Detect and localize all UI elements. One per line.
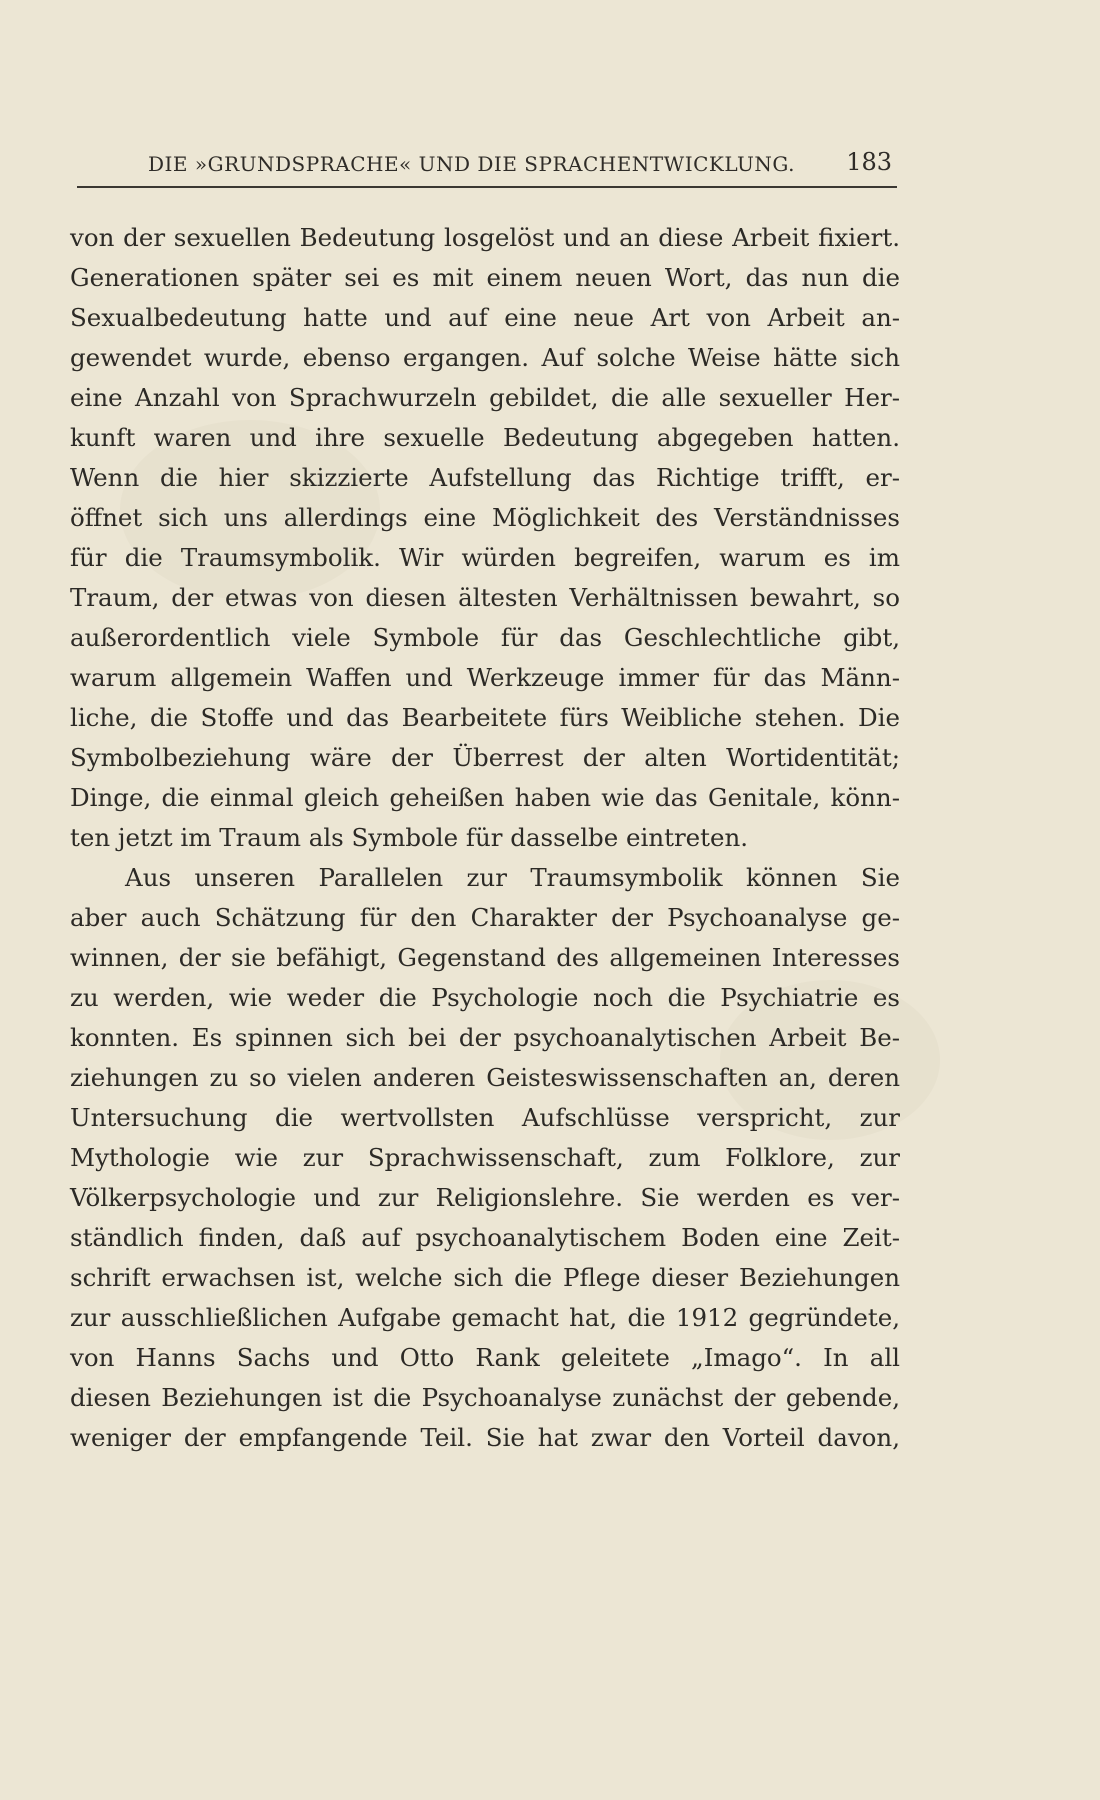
text-line: winnen, der sie befähigt, Gegenstand des allgemeinen Interesses (70, 943, 900, 972)
header-rule (77, 186, 897, 188)
text-line: für die Traumsymbolik. Wir würden begreifen, warum es im (70, 543, 900, 572)
text-line: Traum, der etwas von diesen ältesten Verhältnissen bewahrt, so (70, 583, 900, 612)
body-text (70, 218, 900, 1458)
text-line: konnten. Es spinnen sich bei der psychoanalytischen Arbeit Be- (70, 1023, 900, 1052)
text-line: zur ausschließlichen Aufgabe gemacht hat, die 1912 gegründete, (70, 1303, 900, 1332)
text-line: öffnet sich uns allerdings eine Möglichkeit des Verständnisses (70, 503, 900, 532)
text-line: diesen Beziehungen ist die Psychoanalyse zunächst der gebende, (70, 1383, 900, 1412)
text-line: ziehungen zu so vielen anderen Geisteswissenschaften an, deren (70, 1063, 900, 1092)
paragraph-start-line: Aus unseren Parallelen zur Traumsymbolik können Sie (125, 863, 900, 892)
text-line: Generationen später sei es mit einem neuen Wort, das nun die (70, 263, 900, 292)
text-line: schrift erwachsen ist, welche sich die Pflege dieser Beziehungen (70, 1263, 900, 1292)
text-line: gewendet wurde, ebenso ergangen. Auf solche Weise hätte sich (70, 343, 900, 372)
paragraph-end-line: ten jetzt im Traum als Symbole für dasselbe eintreten. (70, 823, 749, 852)
text-line: liche, die Stoffe und das Bearbeitete fürs Weibliche stehen. Die (70, 703, 900, 732)
running-head (148, 148, 892, 180)
text-line: weniger der empfangende Teil. Sie hat zwar den Vorteil davon, (70, 1423, 900, 1452)
text-line: warum allgemein Waffen und Werkzeuge immer für das Männ- (70, 663, 900, 692)
text-line: außerordentlich viele Symbole für das Geschlechtliche gibt, (70, 623, 900, 652)
text-line: ständlich finden, daß auf psychoanalytischem Boden eine Zeit- (70, 1223, 900, 1252)
text-line: von der sexuellen Bedeutung losgelöst und an diese Arbeit fixiert. (70, 223, 900, 252)
text-line: Wenn die hier skizzierte Aufstellung das Richtige trifft, er- (70, 463, 900, 492)
text-line: eine Anzahl von Sprachwurzeln gebildet, die alle sexueller Her- (70, 383, 900, 412)
text-line: von Hanns Sachs und Otto Rank geleitete „Imago“. In all (70, 1343, 900, 1372)
text-line: Dinge, die einmal gleich geheißen haben wie das Genitale, könn- (70, 783, 900, 812)
text-line: kunft waren und ihre sexuelle Bedeutung abgegeben hatten. (70, 423, 900, 452)
text-line: Untersuchung die wertvollsten Aufschlüsse verspricht, zur (70, 1103, 900, 1132)
running-title: DIE »GRUNDSPRACHE« UND DIE SPRACHENTWICKLUNG. (148, 152, 796, 176)
text-line: Völkerpsychologie und zur Religionslehre. Sie werden es ver- (70, 1183, 900, 1212)
text-line: Symbolbeziehung wäre der Überrest der alten Wortidentität; (70, 743, 900, 772)
text-line: aber auch Schätzung für den Charakter der Psychoanalyse ge- (70, 903, 900, 932)
text-line: Mythologie wie zur Sprachwissenschaft, zum Folklore, zur (70, 1143, 900, 1172)
text-line: zu werden, wie weder die Psychologie noch die Psychiatrie es (70, 983, 900, 1012)
page-number: 183 (846, 148, 892, 176)
text-line: Sexualbedeutung hatte und auf eine neue Art von Arbeit an- (70, 303, 900, 332)
